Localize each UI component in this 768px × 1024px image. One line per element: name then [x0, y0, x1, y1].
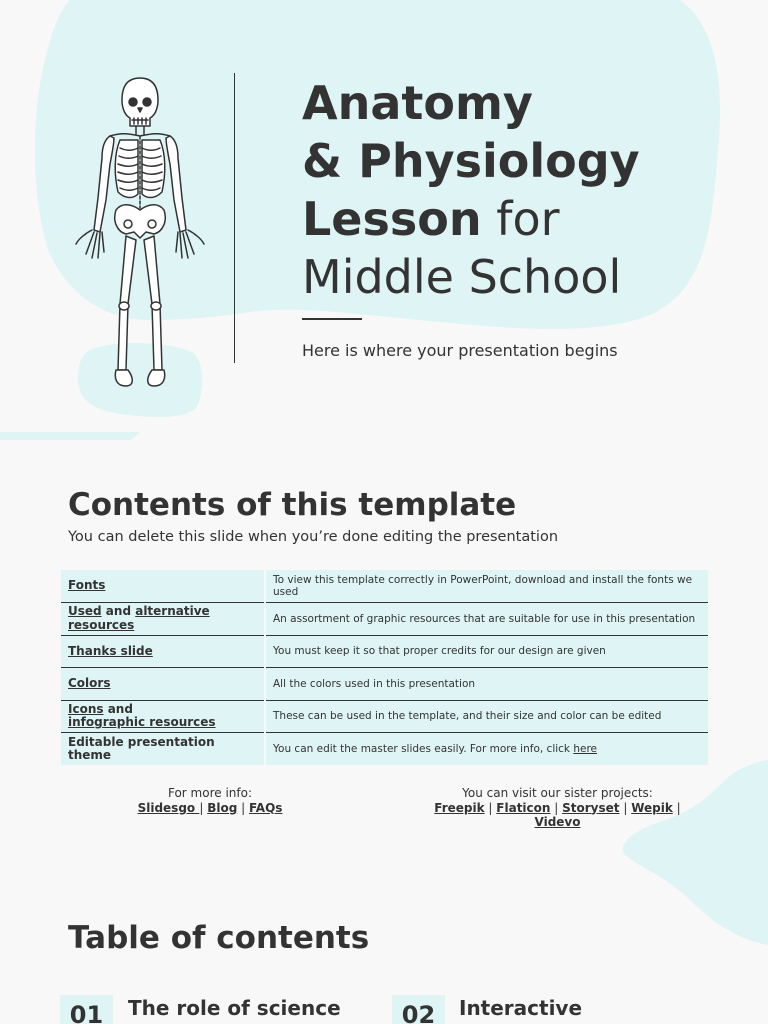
- more-info: [100, 786, 320, 815]
- table-row: [61, 570, 708, 603]
- resources-link[interactable]: resources: [68, 617, 135, 632]
- contents-title: Contents of this template: [68, 487, 517, 523]
- separator: |: [237, 800, 249, 815]
- title-line-1: Anatomy: [302, 76, 533, 130]
- row-label: [61, 635, 265, 668]
- table-row: [61, 603, 708, 636]
- row-label: Editable presentation theme: [61, 733, 265, 766]
- separator: |: [199, 800, 208, 815]
- skeleton-icon: [70, 74, 210, 392]
- toc-item-label: Interactive: [459, 996, 583, 1020]
- toc-title: Table of contents: [68, 920, 370, 956]
- separator: |: [672, 800, 681, 815]
- table-row: [61, 668, 708, 701]
- page-title: [302, 74, 742, 306]
- vertical-divider: [234, 73, 235, 363]
- slidesgo-link[interactable]: Slidesgo: [137, 800, 200, 815]
- row-label: [61, 668, 265, 701]
- storyset-link[interactable]: Storyset: [562, 800, 620, 815]
- row-description-text: You can edit the master slides easily. For more info, click: [273, 742, 574, 755]
- separator: |: [484, 800, 497, 815]
- freepik-link[interactable]: Freepik: [434, 800, 485, 815]
- colors-link[interactable]: Colors: [68, 676, 111, 690]
- more-info-label: For more info:: [167, 786, 252, 800]
- toc-item-label: The role of science: [128, 996, 341, 1020]
- contents-subtitle: You can delete this slide when you’re done editing the presentation: [68, 529, 559, 545]
- page-subtitle: Here is where your presentation begins: [302, 341, 618, 360]
- resources-table: [61, 570, 708, 765]
- title-line-4: Middle School: [302, 250, 622, 304]
- table-row: [61, 635, 708, 668]
- separator: |: [550, 800, 563, 815]
- title-line-2: & Physiology: [302, 134, 640, 188]
- title-rule: [302, 318, 362, 320]
- used-link[interactable]: Used: [68, 604, 102, 619]
- row-description: All the colors used in this presentation: [265, 668, 708, 701]
- faqs-link[interactable]: FAQs: [248, 800, 283, 815]
- table-row: [61, 733, 708, 766]
- infographic-resources-link[interactable]: infographic resources: [68, 715, 216, 730]
- row-label-text: and: [103, 701, 133, 716]
- row-description: These can be used in the template, and their size and color can be edited: [265, 700, 708, 733]
- title-line-3-bold: Lesson: [302, 192, 482, 246]
- row-label-text: and: [101, 604, 136, 619]
- row-description: To view this template correctly in PowerPoint, download and install the fonts we used: [265, 570, 708, 603]
- title-line-3-rest: for: [481, 192, 560, 246]
- row-description: An assortment of graphic resources that are suitable for use in this presentation: [265, 603, 708, 636]
- flaticon-link[interactable]: Flaticon: [496, 800, 551, 815]
- toc-number-01: 01: [60, 995, 113, 1024]
- row-description: You must keep it so that proper credits for our design are given: [265, 635, 708, 668]
- here-link[interactable]: here: [573, 742, 598, 755]
- table-row: [61, 700, 708, 733]
- sister-projects-label: You can visit our sister projects:: [462, 786, 653, 800]
- separator: |: [619, 800, 632, 815]
- title-slide: [0, 0, 768, 440]
- toc-number-02: 02: [392, 995, 445, 1024]
- row-label: [61, 570, 265, 603]
- wepik-link[interactable]: Wepik: [631, 800, 673, 815]
- sister-projects: [420, 786, 695, 830]
- fonts-link[interactable]: Fonts: [68, 578, 106, 593]
- row-label: [61, 700, 265, 733]
- row-label: [61, 603, 265, 636]
- alternative-link[interactable]: alternative: [135, 604, 210, 619]
- videvo-link[interactable]: Videvo: [534, 815, 581, 829]
- thanks-slide-link[interactable]: Thanks slide: [68, 643, 153, 658]
- row-description: [265, 733, 708, 766]
- icons-link[interactable]: Icons: [68, 701, 104, 716]
- blog-link[interactable]: Blog: [207, 800, 238, 815]
